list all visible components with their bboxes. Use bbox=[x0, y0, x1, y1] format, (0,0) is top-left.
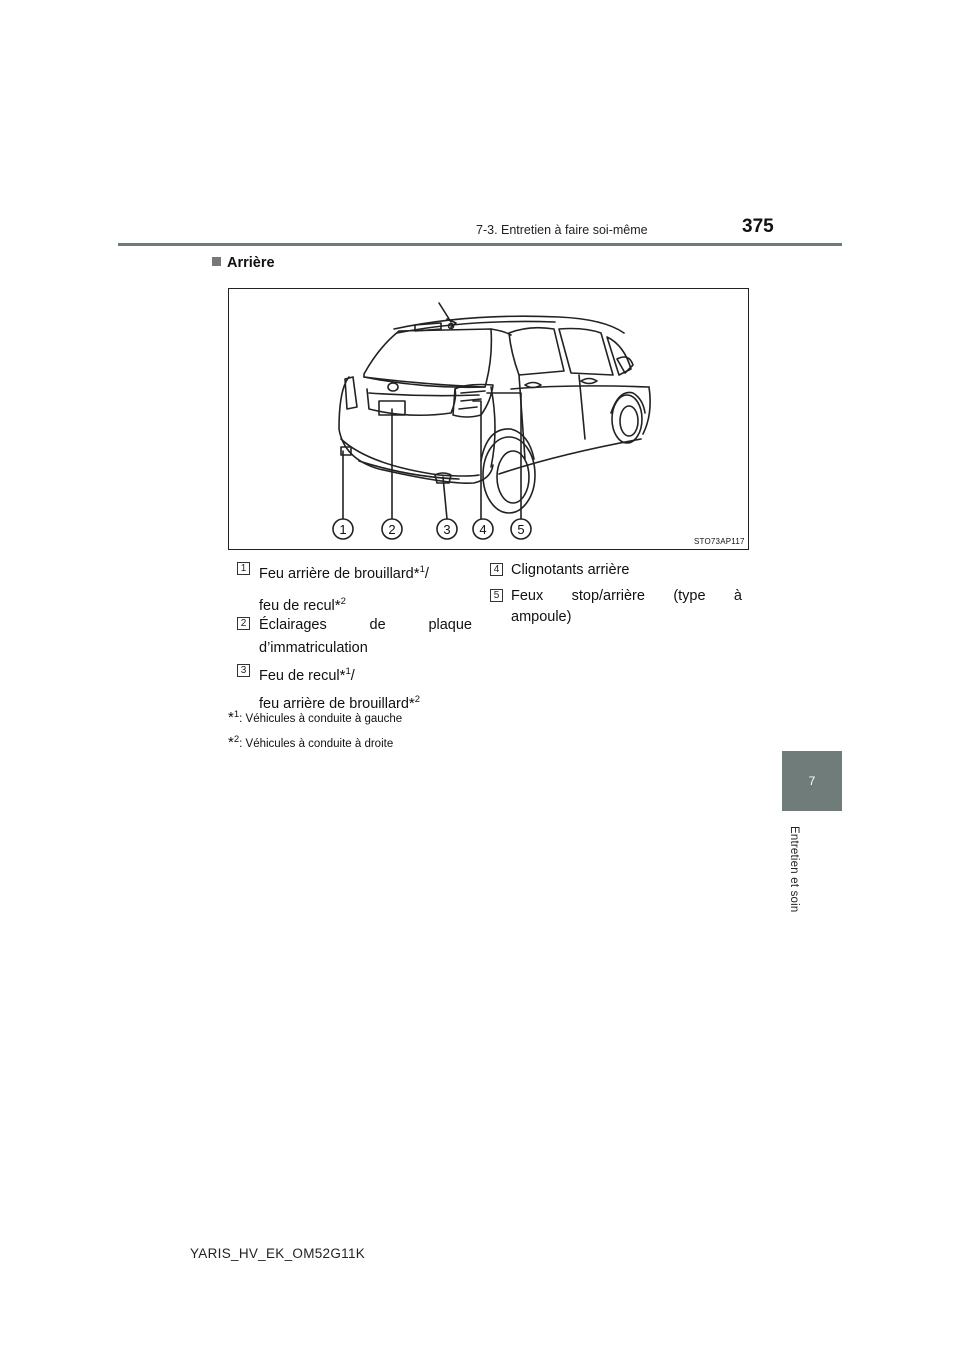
car-rear-drawing bbox=[229, 289, 750, 551]
legend-1-line2: feu de recul bbox=[259, 597, 335, 614]
legend-2-line1: Éclairages de plaque bbox=[259, 617, 472, 633]
legend-3-line1: Feu de recul bbox=[259, 667, 340, 684]
legend-1-sup1: 1 bbox=[419, 564, 425, 575]
section-heading bbox=[212, 255, 275, 271]
chapter-tab bbox=[782, 751, 842, 811]
legend-5-line2: ampoule) bbox=[511, 609, 572, 625]
footnote-1-mark: 1 bbox=[233, 709, 240, 721]
legend-num-4: 4 bbox=[490, 563, 503, 576]
legend-num-1: 1 bbox=[237, 562, 250, 575]
heading-square-icon bbox=[212, 257, 221, 266]
legend-num-3: 3 bbox=[237, 664, 250, 677]
legend-item-2 bbox=[259, 614, 472, 660]
footnote-1-text: : Véhicules à conduite à gauche bbox=[239, 713, 403, 725]
legend-1-line1: Feu arrière de brouillard bbox=[259, 565, 414, 582]
callout-4: 4 bbox=[479, 522, 487, 537]
header-section-title: 7-3. Entretien à faire soi-même bbox=[476, 223, 648, 237]
section-heading-text: Arrière bbox=[227, 255, 275, 271]
footnote-2: *$^2$: Véhicules à conduite à droite bbox=[228, 734, 394, 751]
callout-1: 1 bbox=[339, 522, 347, 537]
car-rear-illustration bbox=[228, 288, 749, 550]
figure-code: STO73AP117 bbox=[694, 537, 745, 546]
legend-item-5 bbox=[511, 586, 742, 628]
legend-item-1: Feu arrière de brouillard*$^1$/ feu de recul*$^2$ bbox=[259, 564, 429, 614]
legend-3-sup1: 1 bbox=[345, 666, 351, 677]
legend-1-line1-end: / bbox=[424, 565, 429, 582]
legend-item-3: Feu de recul*$^1$/ feu arrière de brouillard*$^2$ bbox=[259, 666, 421, 712]
legend-5-line1: Feux stop/arrière (type à bbox=[511, 588, 742, 604]
legend-2-line2: d’immatriculation bbox=[259, 640, 368, 656]
footnote-2-mark: 2 bbox=[233, 734, 240, 746]
legend-num-5: 5 bbox=[490, 589, 503, 602]
legend-num-2: 2 bbox=[237, 617, 250, 630]
footer-document-code: YARIS_HV_EK_OM52G11K bbox=[190, 1246, 366, 1261]
callout-5: 5 bbox=[517, 522, 525, 537]
legend-3-line2: feu arrière de brouillard bbox=[259, 695, 409, 712]
footnote-1: *$^1$: Véhicules à conduite à gauche bbox=[228, 709, 403, 726]
page-number: 375 bbox=[742, 216, 774, 237]
legend-3-line1-end: / bbox=[350, 667, 355, 684]
legend-3-sup2: 2 bbox=[414, 693, 421, 705]
chapter-number: 7 bbox=[808, 774, 816, 788]
legend-4-line1: Clignotants arrière bbox=[511, 562, 630, 578]
callout-3: 3 bbox=[443, 522, 451, 537]
footnote-2-text: : Véhicules à conduite à droite bbox=[239, 738, 394, 750]
chapter-title: Entretien et soin bbox=[788, 826, 800, 913]
callout-2: 2 bbox=[388, 522, 396, 537]
legend-1-sup2: 2 bbox=[340, 595, 346, 607]
legend-item-4 bbox=[511, 559, 742, 582]
header-rule bbox=[118, 243, 842, 246]
